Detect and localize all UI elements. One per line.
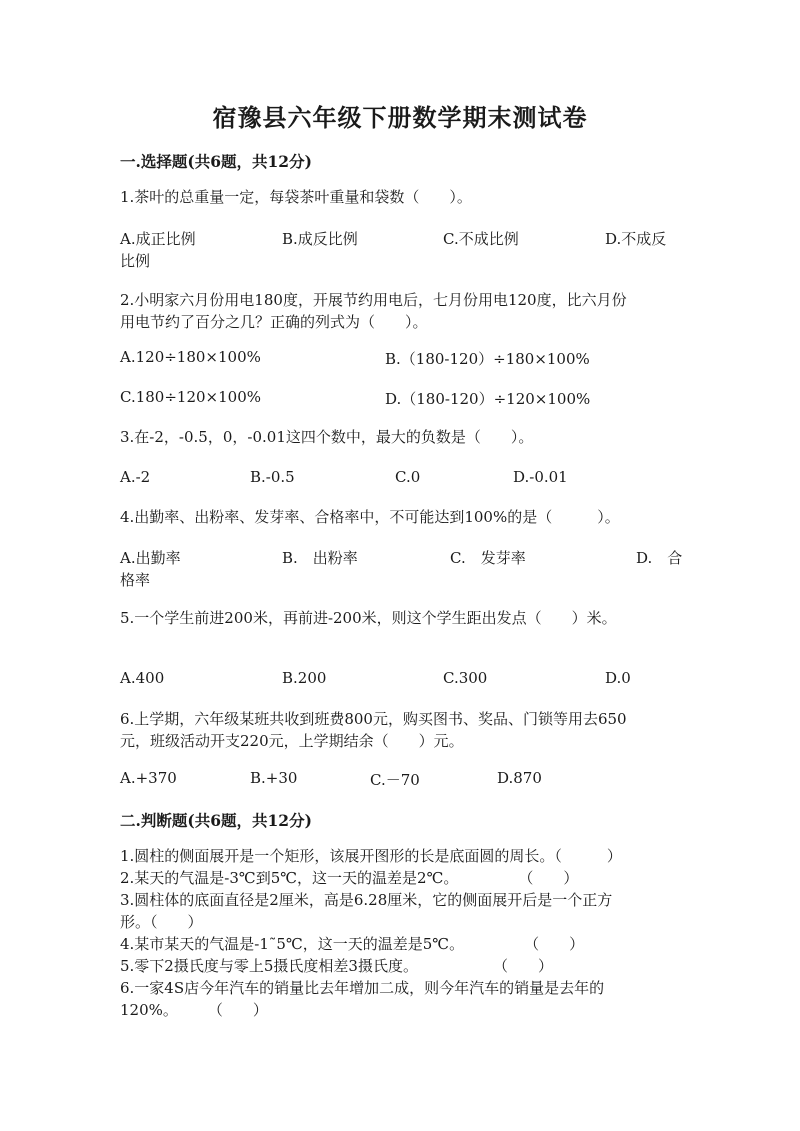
q4-option-d-continued: 格率 <box>120 571 151 589</box>
q4-option-b: B. 出粉率 <box>282 549 358 567</box>
question-2-line-2: 用电节约了百分之几？正确的列式为（ ）。 <box>120 313 428 331</box>
question-2-line-1: 2.小明家六月份用电180度，开展节约用电后，七月份用电120度，比六月份 <box>120 291 627 309</box>
judgment-item-6-line-1: 6.一家4S店今年汽车的销量比去年增加二成，则今年汽车的销量是去年的 <box>120 979 605 997</box>
q2-option-b: B.（180-120）÷180×100% <box>385 350 590 368</box>
q2-option-a: A.120÷180×100% <box>120 348 261 366</box>
q4-option-d: D. 合 <box>636 549 683 567</box>
q3-option-c: C.0 <box>395 468 421 486</box>
q3-option-d: D.-0.01 <box>513 468 568 486</box>
judgment-item-2: 2.某天的气温是-3℃到5℃，这一天的温差是2℃。 （ ） <box>120 869 579 887</box>
judgment-item-3-line-2: 形。（ ） <box>120 913 203 931</box>
question-1-text: 1.茶叶的总重量一定，每袋茶叶重量和袋数（ ）。 <box>120 188 472 206</box>
judgment-item-5: 5.零下2摄氏度与零上5摄氏度相差3摄氏度。 （ ） <box>120 957 553 975</box>
q3-option-b: B.-0.5 <box>250 468 295 486</box>
section-heading-judgment: 二.判断题(共6题，共12分) <box>120 811 312 830</box>
q5-option-c: C.300 <box>443 669 488 687</box>
q1-option-b: B.成反比例 <box>282 230 358 248</box>
page-title: 宿豫县六年级下册数学期末测试卷 <box>212 103 588 132</box>
q5-option-a: A.400 <box>120 669 165 687</box>
q6-option-b: B.+30 <box>250 769 298 787</box>
section-heading-choice: 一.选择题(共6题，共12分) <box>120 152 312 171</box>
q3-option-a: A.-2 <box>120 468 151 486</box>
q1-option-c: C.不成比例 <box>443 230 519 248</box>
q4-option-a: A.出勤率 <box>120 549 181 567</box>
judgment-item-6-line-2: 120%。 （ ） <box>120 1001 268 1019</box>
judgment-item-1: 1.圆柱的侧面展开是一个矩形，该展开图形的长是底面圆的周长。（ ） <box>120 847 622 865</box>
q1-option-a: A.成正比例 <box>120 230 196 248</box>
q4-option-c: C. 发芽率 <box>450 549 526 567</box>
question-3-text: 3.在-2，-0.5，0，-0.01这四个数中，最大的负数是（ ）。 <box>120 428 534 446</box>
q5-option-b: B.200 <box>282 669 327 687</box>
q2-option-c: C.180÷120×100% <box>120 388 261 406</box>
q1-option-d: D.不成反 <box>605 230 667 248</box>
q5-option-d: D.0 <box>605 669 631 687</box>
q6-option-d: D.870 <box>497 769 542 787</box>
q1-option-d-continued: 比例 <box>120 252 151 270</box>
q2-option-d: D.（180-120）÷120×100% <box>385 390 591 408</box>
question-4-text: 4.出勤率、出粉率、发芽率、合格率中，不可能达到100%的是（ ）。 <box>120 508 620 526</box>
q6-option-a: A.+370 <box>120 769 177 787</box>
judgment-item-3-line-1: 3.圆柱体的底面直径是2厘米，高是6.28厘米，它的侧面展开后是一个正方 <box>120 891 613 909</box>
question-5-text: 5.一个学生前进200米，再前进-200米，则这个学生距出发点（ ）米。 <box>120 609 617 627</box>
question-6-line-1: 6.上学期，六年级某班共收到班费800元，购买图书、奖品、门锁等用去650 <box>120 710 627 728</box>
q6-option-c: C.－70 <box>370 771 420 789</box>
judgment-item-4: 4.某市某天的气温是-1˜5℃，这一天的温差是5℃。 （ ） <box>120 935 585 953</box>
question-6-line-2: 元，班级活动开支220元，上学期结余（ ）元。 <box>120 732 464 750</box>
